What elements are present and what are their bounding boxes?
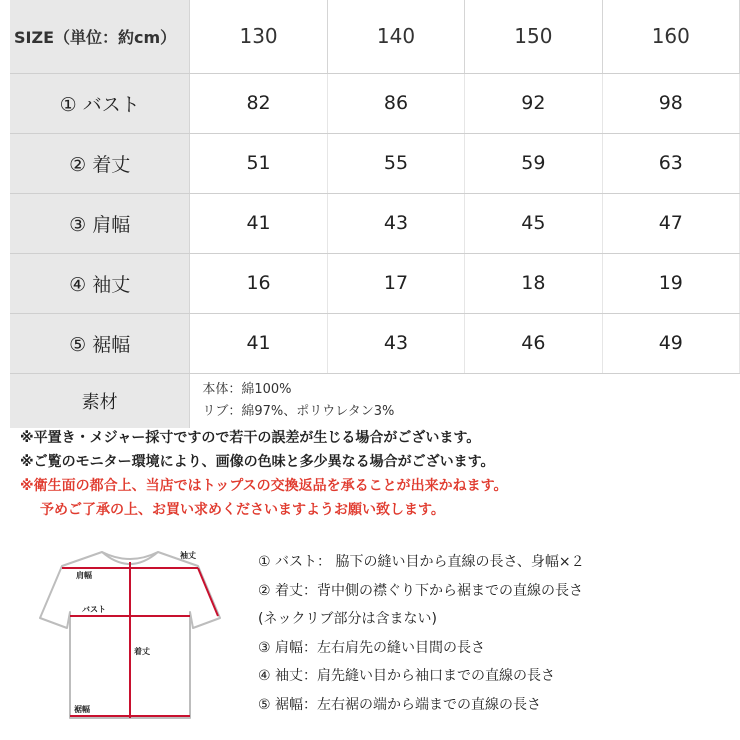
table-cell: 41: [190, 313, 327, 373]
diagram-label-sleeve: 袖丈: [180, 551, 196, 560]
note-monitor: ※ご覧のモニター環境により、画像の色味と多少異なる場合がございます。: [20, 454, 495, 470]
table-row-sleeve: [10, 253, 740, 313]
diagram-label-hem: 裾幅: [74, 705, 90, 714]
note-hygiene: ※衛生面の都合上、当店ではトップスの交換返品を承ることが出来かねます。: [20, 478, 508, 494]
table-row-hem: [10, 313, 740, 373]
table-cell: 92: [465, 73, 602, 133]
row-label-bust: ① バスト: [10, 73, 190, 133]
table-row-shoulder: [10, 193, 740, 253]
material-rib: リブ：綿97%、ポリウレタン3%: [202, 403, 395, 419]
table-cell: 19: [602, 253, 739, 313]
row-label-hem: ⑤ 裾幅: [10, 313, 190, 373]
table-row-length: [10, 133, 740, 193]
row-label-length: ② 着丈: [10, 133, 190, 193]
table-header-row: [10, 0, 740, 73]
table-row-bust: [10, 73, 740, 133]
table-cell: 45: [465, 193, 602, 253]
tshirt-outline: [30, 542, 230, 732]
table-cell: 18: [465, 253, 602, 313]
notes: [20, 426, 720, 522]
definition-length-note: (ネックリブ部分は含まない): [258, 611, 437, 627]
table-cell: 43: [327, 313, 464, 373]
diagram-label-shoulder: 肩幅: [76, 571, 92, 580]
table-cell: 51: [190, 133, 327, 193]
table-cell: 46: [465, 313, 602, 373]
size-140-header: 140: [327, 0, 464, 73]
size-160-header: 160: [602, 0, 739, 73]
table-cell: 86: [327, 73, 464, 133]
material-info: [190, 373, 740, 428]
table-cell: 43: [327, 193, 464, 253]
row-label-shoulder: ③ 肩幅: [10, 193, 190, 253]
definition-length: ② 着丈：背中側の襟ぐり下から裾までの直線の長さ: [258, 582, 583, 599]
table-cell: 82: [190, 73, 327, 133]
table-cell: 98: [602, 73, 739, 133]
definition-hem: ⑤ 裾幅：左右裾の端から端までの直線の長さ: [258, 696, 541, 713]
table-cell: 16: [190, 253, 327, 313]
definition-bust: ① バスト： 脇下の縫い目から直線の長さ、身幅×２: [258, 554, 585, 570]
table-cell: 47: [602, 193, 739, 253]
tshirt-diagram: [30, 542, 230, 732]
size-table: [10, 0, 740, 428]
definition-shoulder: ③ 肩幅：左右肩先の縫い目間の長さ: [258, 639, 486, 656]
table-cell: 41: [190, 193, 327, 253]
table-cell: 49: [602, 313, 739, 373]
size-unit-label: SIZE（単位：約cm）: [10, 0, 190, 73]
row-label-material: 素材: [10, 373, 190, 428]
definition-sleeve: ④ 袖丈：肩先縫い目から袖口までの直線の長さ: [258, 668, 555, 684]
note-measurement: ※平置き・メジャー採寸ですので若干の誤差が生じる場合がございます。: [20, 430, 481, 446]
diagram-label-length: 着丈: [134, 647, 150, 656]
table-cell: 17: [327, 253, 464, 313]
table-row-material: [10, 373, 740, 428]
measurement-definitions: [258, 548, 728, 719]
table-cell: 55: [327, 133, 464, 193]
row-label-sleeve: ④ 袖丈: [10, 253, 190, 313]
size-150-header: 150: [465, 0, 602, 73]
table-cell: 63: [602, 133, 739, 193]
note-apology: 予めご了承の上、お買い求めくださいますようお願い致します。: [40, 502, 445, 518]
table-cell: 59: [465, 133, 602, 193]
size-130-header: 130: [190, 0, 327, 73]
material-body: 本体：綿100%: [202, 381, 292, 397]
diagram-label-bust: バスト: [82, 605, 106, 614]
